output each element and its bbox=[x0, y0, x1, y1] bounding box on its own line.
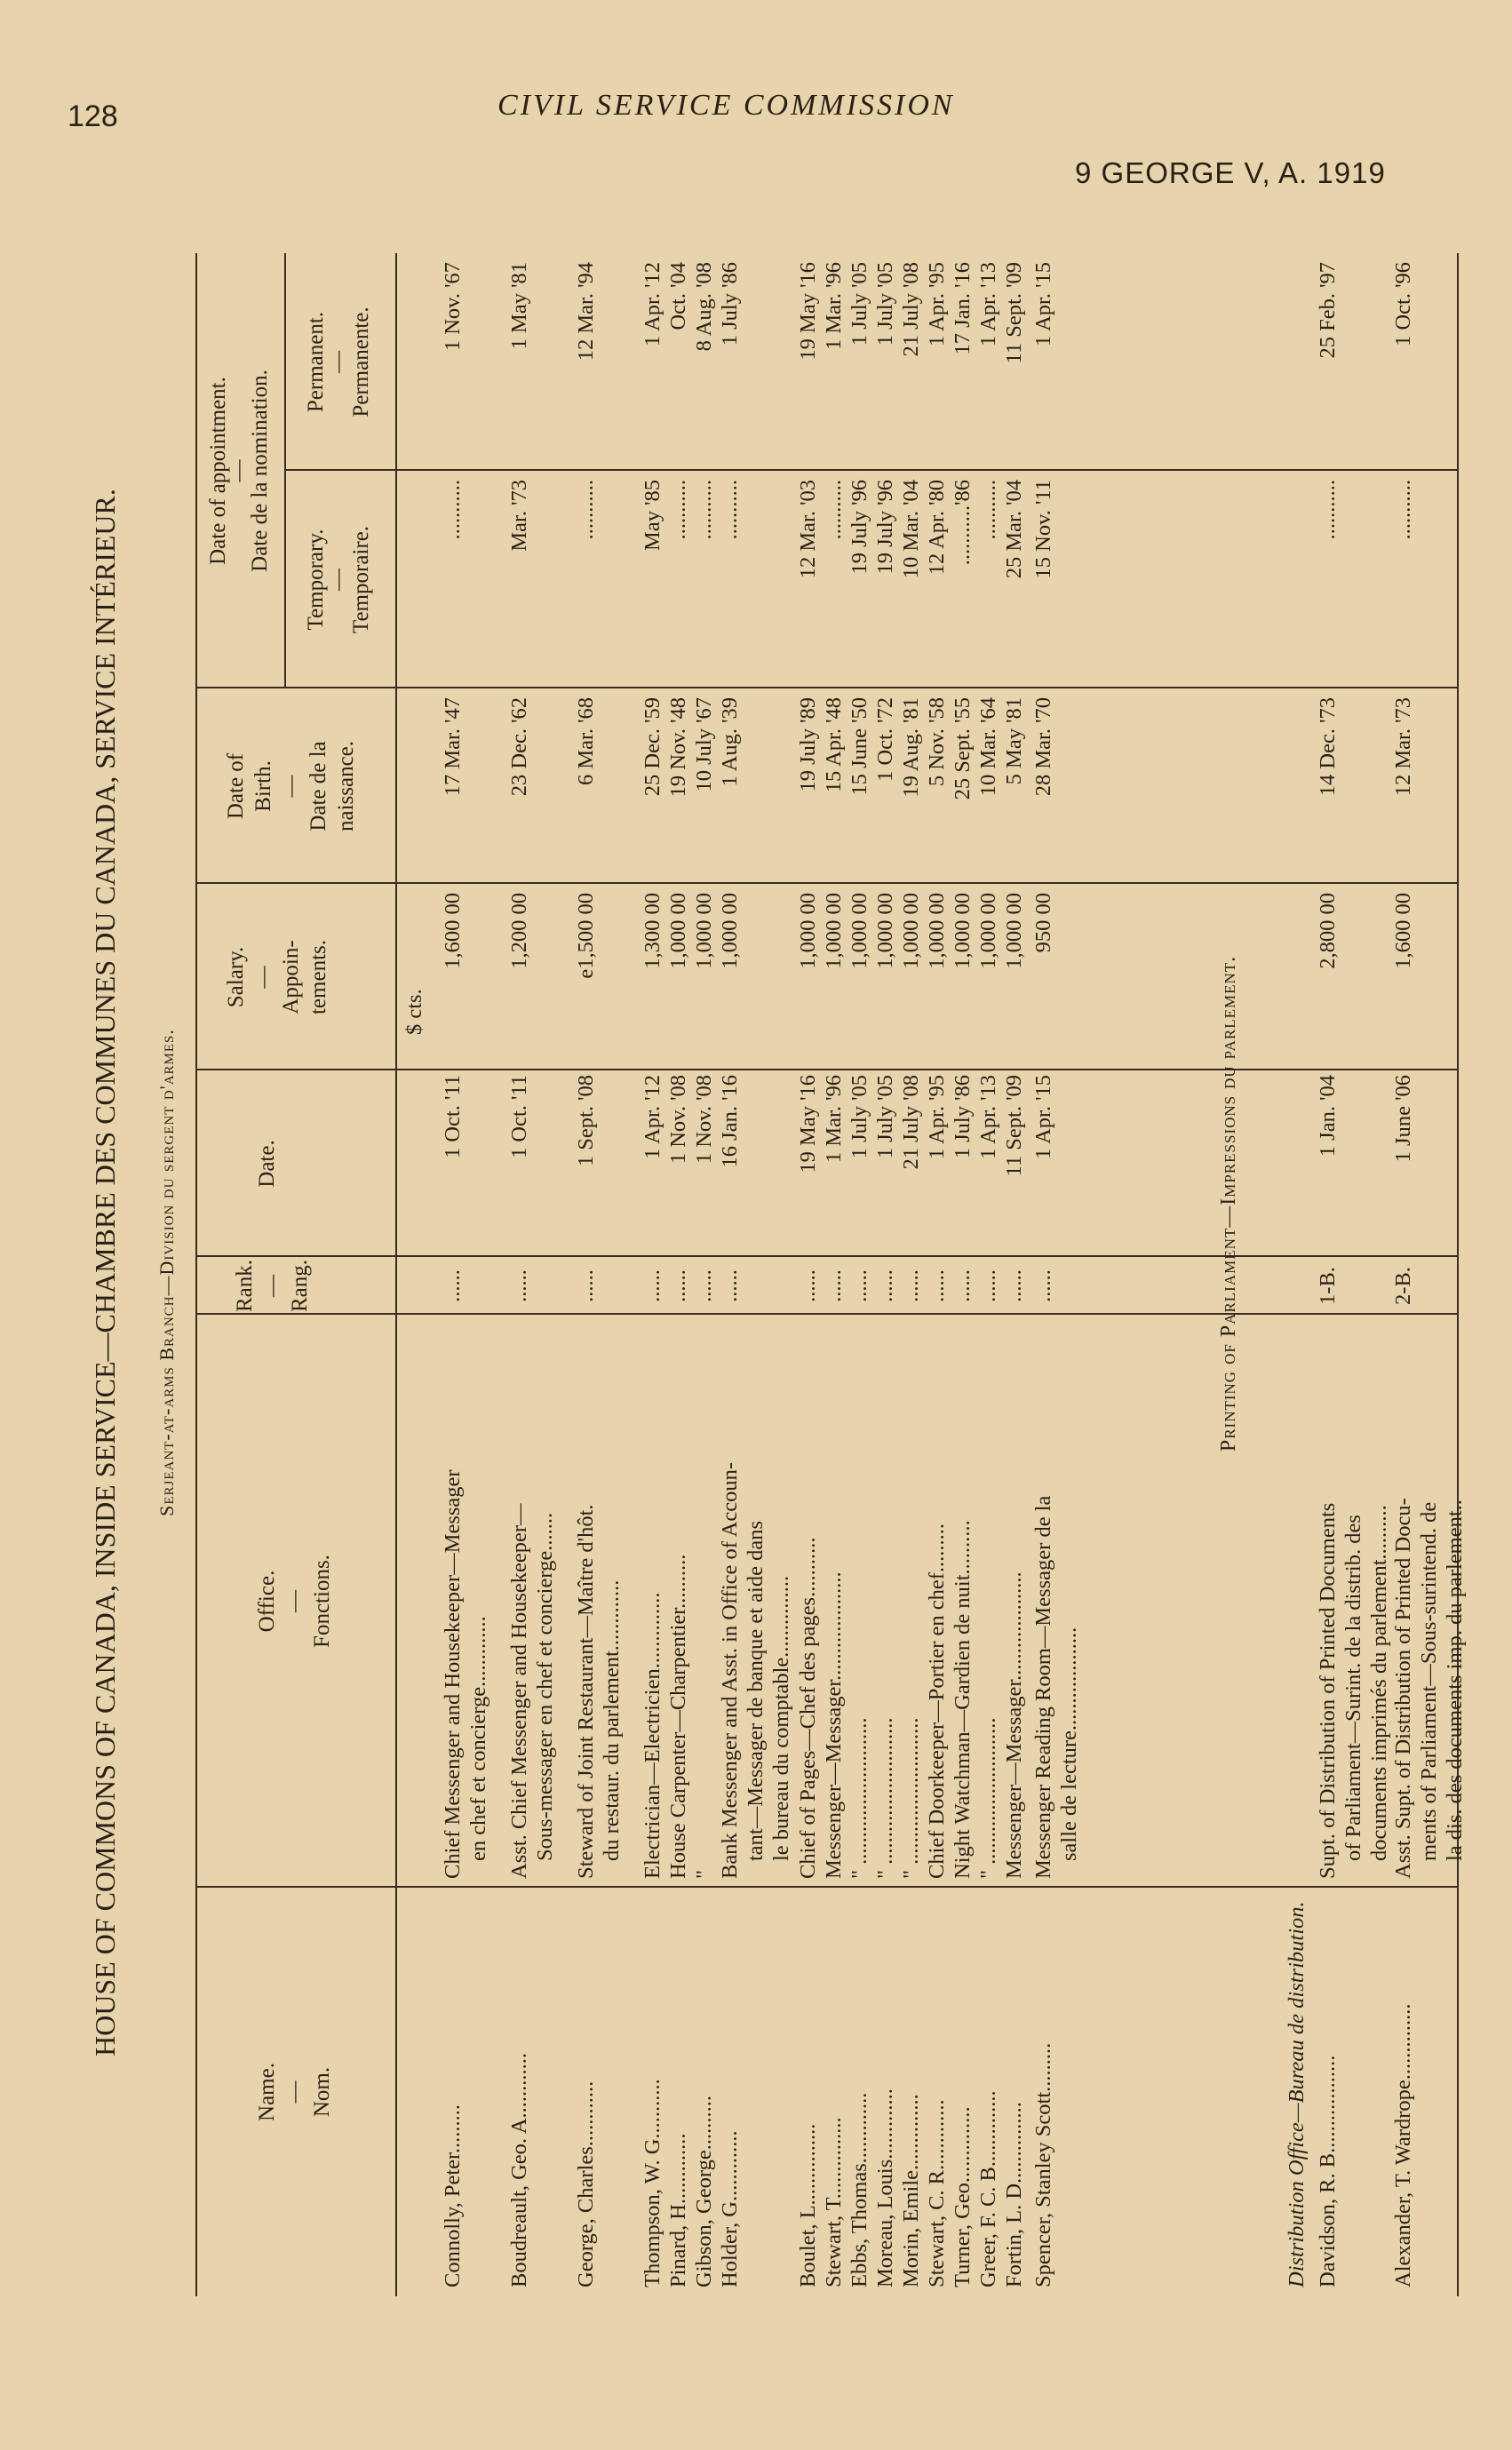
cell-salary: 1,000 00 bbox=[848, 893, 871, 969]
cell-perm: 25 Feb. '97 bbox=[1316, 262, 1340, 359]
cell-rank: ...... bbox=[873, 1269, 897, 1302]
cell-salary: 1,600 00 bbox=[441, 893, 465, 969]
cell-office2: tant—Messager de banque et aide dans bbox=[744, 1520, 768, 1861]
rotated-table bbox=[89, 231, 1475, 2314]
cell-birth: 19 Nov. '48 bbox=[666, 697, 690, 798]
cell-date: 1 Apr. '13 bbox=[976, 1075, 1000, 1159]
cell-perm: 1 May '81 bbox=[507, 262, 531, 350]
cell-birth: 28 Mar. '70 bbox=[1031, 697, 1055, 797]
section-printing: Printing of Parliament—Impressions du parlement. bbox=[1217, 955, 1240, 1452]
cell-birth: 1 Aug. '39 bbox=[718, 697, 742, 787]
page-number: 128 bbox=[68, 99, 118, 133]
cell-office: Asst. Supt. of Distribution of Printed Docu- bbox=[1391, 1498, 1415, 1879]
cell-rank: ...... bbox=[925, 1269, 949, 1302]
cell-birth: 10 Mar. '64 bbox=[976, 697, 1000, 797]
cell-office: Night Watchman—Gardien de nuit.......... bbox=[951, 1520, 975, 1879]
cell-birth: 25 Sept. '55 bbox=[951, 697, 975, 800]
cell-office2: du restaur. du parlement............. bbox=[600, 1579, 624, 1861]
cell-rank: ...... bbox=[507, 1269, 531, 1302]
rule-header-bottom bbox=[395, 253, 397, 2296]
cell-temp: 12 Apr. '80 bbox=[925, 480, 949, 576]
cell-office: House Carpenter—Charpentier.......... bbox=[666, 1554, 690, 1879]
cell-office: " bbox=[692, 1869, 716, 1879]
cell-rank: ...... bbox=[899, 1269, 923, 1302]
header-permanent: Permanent. — Permanente. bbox=[304, 306, 373, 418]
cell-office: Supt. of Distribution of Printed Documents bbox=[1316, 1502, 1340, 1879]
cell-name: Thompson, W. G........... bbox=[641, 2079, 664, 2287]
cell-temp: 19 July '96 bbox=[848, 480, 871, 575]
cell-office: Chief of Pages—Chef des pages........... bbox=[796, 1537, 820, 1879]
cell-name: Fortin, L. D............... bbox=[1002, 2102, 1026, 2287]
cell-name: Davidson, R. B.................. bbox=[1316, 2055, 1340, 2287]
cell-name: George, Charles............ bbox=[574, 2080, 598, 2287]
cell-perm: 1 July '05 bbox=[848, 262, 871, 346]
cell-salary: 1,600 00 bbox=[1391, 893, 1415, 969]
currency-unit: $ cts. bbox=[402, 989, 426, 1035]
cell-birth: 12 Mar. '73 bbox=[1391, 697, 1415, 797]
cell-office2: salle de lecture................... bbox=[1057, 1627, 1081, 1861]
cell-salary: 1,000 00 bbox=[692, 893, 716, 969]
cell-name: Boulet, L............... bbox=[796, 2123, 820, 2287]
cell-temp: 15 Nov. '11 bbox=[1031, 480, 1055, 579]
cell-birth: 1 Oct. '72 bbox=[873, 697, 897, 782]
cell-office2: Sous-messager en chef et concierge....... bbox=[533, 1512, 557, 1861]
cell-date: 21 July '08 bbox=[899, 1075, 923, 1170]
cell-rank: 2-B. bbox=[1391, 1267, 1415, 1305]
cell-office3: la dis. des documents imp. du parlement.. bbox=[1443, 1499, 1467, 1861]
session-label: 9 GEORGE V, A. 1919 bbox=[1075, 156, 1386, 189]
cell-birth: 15 June '50 bbox=[848, 697, 871, 796]
cell-date: 1 Mar. '96 bbox=[822, 1075, 846, 1164]
cell-office2: en chef et concierge............. bbox=[466, 1616, 490, 1861]
cell-salary: 1,000 00 bbox=[899, 893, 923, 969]
cell-office: Asst. Chief Messenger and Housekeeper— bbox=[507, 1503, 531, 1879]
cell-temp: ........... bbox=[441, 480, 465, 540]
cell-temp: 19 July '96 bbox=[873, 480, 897, 575]
cell-salary: 1,000 00 bbox=[718, 893, 742, 969]
cell-rank: ...... bbox=[666, 1269, 690, 1302]
cell-name: Alexander, T. Wardrope.............. bbox=[1391, 2003, 1415, 2287]
cell-salary: 1,200 00 bbox=[507, 893, 531, 969]
cell-perm: 12 Mar. '94 bbox=[574, 262, 598, 362]
cell-office: " ........................... bbox=[899, 1717, 923, 1879]
cell-date: 11 Sept. '09 bbox=[1002, 1075, 1026, 1177]
cell-date: 1 July '05 bbox=[848, 1075, 871, 1159]
cell-temp: ...........'86 bbox=[951, 480, 975, 566]
cell-temp: ........... bbox=[976, 480, 1000, 540]
cell-date: 1 Nov. '08 bbox=[692, 1075, 716, 1165]
cell-perm: Oct. '04 bbox=[666, 262, 690, 330]
cell-name: Boudreault, Geo. A............ bbox=[507, 2052, 531, 2287]
cell-name: Turner, Geo.............. bbox=[951, 2106, 975, 2287]
cell-birth: 25 Dec. '59 bbox=[641, 697, 664, 797]
cell-rank: ...... bbox=[641, 1269, 664, 1302]
cell-date: 1 Oct. '11 bbox=[441, 1075, 465, 1159]
cell-temp: May '85 bbox=[641, 480, 664, 551]
cell-name: Stewart, T............... bbox=[822, 2117, 846, 2287]
header-date: Date. bbox=[255, 1140, 279, 1188]
cell-name: Gibson, George.......... bbox=[692, 2096, 716, 2287]
cell-date: 1 Apr. '15 bbox=[1031, 1075, 1055, 1159]
cell-perm: 17 Jan. '16 bbox=[951, 262, 975, 355]
header-appointment: Date of appointment. — Date de la nomination. bbox=[206, 370, 272, 572]
cell-rank: ...... bbox=[692, 1269, 716, 1302]
cell-salary: 1,000 00 bbox=[822, 893, 846, 969]
cell-rank: ...... bbox=[441, 1269, 465, 1302]
cell-temp: Mar. '73 bbox=[507, 480, 531, 552]
header-salary: Salary. — Appoin- tements. bbox=[224, 940, 330, 1015]
cell-name: Spencer, Stanley Scott......... bbox=[1031, 2042, 1055, 2287]
cell-office3: documents imprimés du parlement.......... bbox=[1367, 1505, 1391, 1861]
cell-rank: ...... bbox=[848, 1269, 871, 1302]
cell-perm: 1 Mar. '96 bbox=[822, 262, 846, 351]
cell-rank: 1-B. bbox=[1316, 1267, 1340, 1305]
cell-temp: ........... bbox=[822, 480, 846, 540]
cell-salary: 2,800 00 bbox=[1316, 893, 1340, 969]
cell-salary: 1,000 00 bbox=[951, 893, 975, 969]
cell-temp: ........... bbox=[718, 480, 742, 540]
cell-rank: ...... bbox=[951, 1269, 975, 1302]
cell-salary: 1,000 00 bbox=[976, 893, 1000, 969]
cell-name: Greer, F. C. B.............. bbox=[976, 2090, 1000, 2287]
cell-perm: 1 July '05 bbox=[873, 262, 897, 346]
cell-temp: ........... bbox=[692, 480, 716, 540]
table-title: HOUSE OF COMMONS OF CANADA, INSIDE SERVICE—CHAMBRE DES COMMUNES DU CANADA, SERVICE INTÉRIEUR. bbox=[89, 489, 121, 2056]
cell-temp: ........... bbox=[574, 480, 598, 540]
cell-salary: 1,000 00 bbox=[796, 893, 820, 969]
cell-office: " ........................... bbox=[976, 1717, 1000, 1879]
cell-name: Morin, Emile.............. bbox=[899, 2094, 923, 2287]
running-head: CIVIL SERVICE COMMISSION bbox=[497, 89, 955, 122]
cell-perm: 1 July '86 bbox=[718, 262, 742, 346]
header-name: Name. — Nom. bbox=[255, 2063, 334, 2121]
cell-name: Pinard, H............. bbox=[666, 2133, 690, 2287]
cell-salary: 1,000 00 bbox=[666, 893, 690, 969]
cell-birth: 19 July '89 bbox=[796, 697, 820, 792]
cell-temp: 25 Mar. '04 bbox=[1002, 480, 1026, 579]
rule-top bbox=[195, 253, 197, 2296]
cell-perm: 1 Oct. '96 bbox=[1391, 262, 1415, 346]
cell-temp: 12 Mar. '03 bbox=[796, 480, 820, 579]
cell-date: 1 July '86 bbox=[951, 1075, 975, 1159]
cell-rank: ...... bbox=[796, 1269, 820, 1302]
cell-perm: 19 May '16 bbox=[796, 262, 820, 361]
cell-name: Ebbs, Thomas............. bbox=[848, 2092, 871, 2287]
cell-birth: 10 July '67 bbox=[692, 697, 716, 792]
cell-office2: ments of Parliament—Sous-surintend. de bbox=[1417, 1501, 1441, 1861]
cell-perm: 1 Nov. '67 bbox=[441, 262, 465, 352]
cell-office3: le bureau du comptable............... bbox=[769, 1575, 793, 1861]
cell-perm: 1 Apr. '13 bbox=[976, 262, 1000, 346]
cell-name: Holder, G............. bbox=[718, 2130, 742, 2287]
cell-temp: ........... bbox=[666, 480, 690, 540]
cell-office: Electrician—Electricien.............. bbox=[641, 1592, 664, 1879]
cell-birth: 19 Aug. '81 bbox=[899, 697, 923, 798]
cell-salary: 950 00 bbox=[1031, 893, 1055, 953]
cell-rank: ...... bbox=[574, 1269, 598, 1302]
rule-bottom bbox=[1457, 253, 1459, 2296]
cell-date: 16 Jan. '16 bbox=[718, 1075, 742, 1168]
cell-office: Steward of Joint Restaurant—Maître d'hôt. bbox=[574, 1504, 598, 1879]
col-rule-1 bbox=[195, 1886, 1457, 1888]
cell-birth: 5 Nov. '58 bbox=[925, 697, 949, 787]
cell-date: 1 July '05 bbox=[873, 1075, 897, 1159]
cell-office: Chief Messenger and Housekeeper—Messager bbox=[441, 1469, 465, 1879]
cell-office: Bank Messenger and Asst. in Office of Accoun- bbox=[718, 1461, 742, 1879]
cell-salary: 1,000 00 bbox=[925, 893, 949, 969]
cell-name: Connolly, Peter......... bbox=[441, 2104, 465, 2287]
cell-rank: ...... bbox=[718, 1269, 742, 1302]
cell-temp: ........... bbox=[1391, 480, 1415, 540]
cell-salary: 1,000 00 bbox=[873, 893, 897, 969]
cell-perm: 1 Apr. '12 bbox=[641, 262, 664, 346]
cell-date: 1 Sept. '08 bbox=[574, 1075, 598, 1167]
cell-birth: 14 Dec. '73 bbox=[1316, 697, 1340, 797]
cell-office2: of Parliament—Surint. de la distrib. des bbox=[1341, 1515, 1365, 1861]
cell-name: Moreau, Louis............. bbox=[873, 2088, 897, 2287]
cell-office: Messenger—Messager.................... bbox=[822, 1571, 846, 1879]
cell-birth: 5 May '81 bbox=[1002, 697, 1026, 785]
cell-temp: ........... bbox=[1316, 480, 1340, 540]
cell-temp: 10 Mar. '04 bbox=[899, 480, 923, 579]
cell-salary: e1,500 00 bbox=[574, 893, 598, 979]
cell-office: " ........................... bbox=[848, 1717, 871, 1879]
cell-perm: 8 Aug. '08 bbox=[692, 262, 716, 352]
header-rank: Rank. — Rang. bbox=[233, 1259, 312, 1313]
cell-office: " ........................... bbox=[873, 1717, 897, 1879]
cell-perm: 1 Apr. '15 bbox=[1031, 262, 1055, 346]
cell-date: 1 Nov. '08 bbox=[666, 1075, 690, 1165]
section-distribution: Distribution Office—Bureau de distribution. bbox=[1285, 1901, 1309, 2287]
cell-office: Chief Doorkeeper—Portier en chef......... bbox=[925, 1523, 949, 1879]
cell-birth: 15 Apr. '48 bbox=[822, 697, 846, 793]
cell-date: 1 Apr. '12 bbox=[641, 1075, 664, 1159]
cell-rank: ...... bbox=[1031, 1269, 1055, 1302]
rule-appt-split bbox=[284, 253, 286, 688]
header-temporary: Temporary. — Temporaire. bbox=[304, 525, 373, 634]
cell-rank: ...... bbox=[1002, 1269, 1026, 1302]
cell-birth: 6 Mar. '68 bbox=[574, 697, 598, 786]
cell-date: 19 May '16 bbox=[796, 1075, 820, 1173]
cell-salary: 1,300 00 bbox=[641, 893, 664, 969]
cell-perm: 21 July '08 bbox=[899, 262, 923, 357]
cell-name: Stewart, C. R............. bbox=[925, 2099, 949, 2287]
header-office: Office. — Fonctions. bbox=[255, 1555, 334, 1648]
cell-date: 1 Apr. '95 bbox=[925, 1075, 949, 1159]
cell-office: Messenger Reading Room—Messager de la bbox=[1031, 1495, 1055, 1879]
cell-perm: 11 Sept. '09 bbox=[1002, 262, 1026, 364]
cell-birth: 23 Dec. '62 bbox=[507, 697, 531, 797]
cell-rank: ...... bbox=[822, 1269, 846, 1302]
cell-date: 1 Jan. '04 bbox=[1316, 1075, 1340, 1157]
cell-salary: 1,000 00 bbox=[1002, 893, 1026, 969]
header-birth: Date of Birth. — Date de la naissance. bbox=[224, 740, 358, 832]
cell-date: 1 June '06 bbox=[1391, 1075, 1415, 1163]
table-subtitle: Serjeant-at-arms Branch—Division du sergent d'armes. bbox=[155, 1029, 178, 1516]
cell-office: Messenger—Messager.................... bbox=[1002, 1571, 1026, 1879]
cell-birth: 17 Mar. '47 bbox=[441, 697, 465, 797]
cell-date: 1 Oct. '11 bbox=[507, 1075, 531, 1159]
cell-perm: 1 Apr. '95 bbox=[925, 262, 949, 346]
cell-rank: ...... bbox=[976, 1269, 1000, 1302]
